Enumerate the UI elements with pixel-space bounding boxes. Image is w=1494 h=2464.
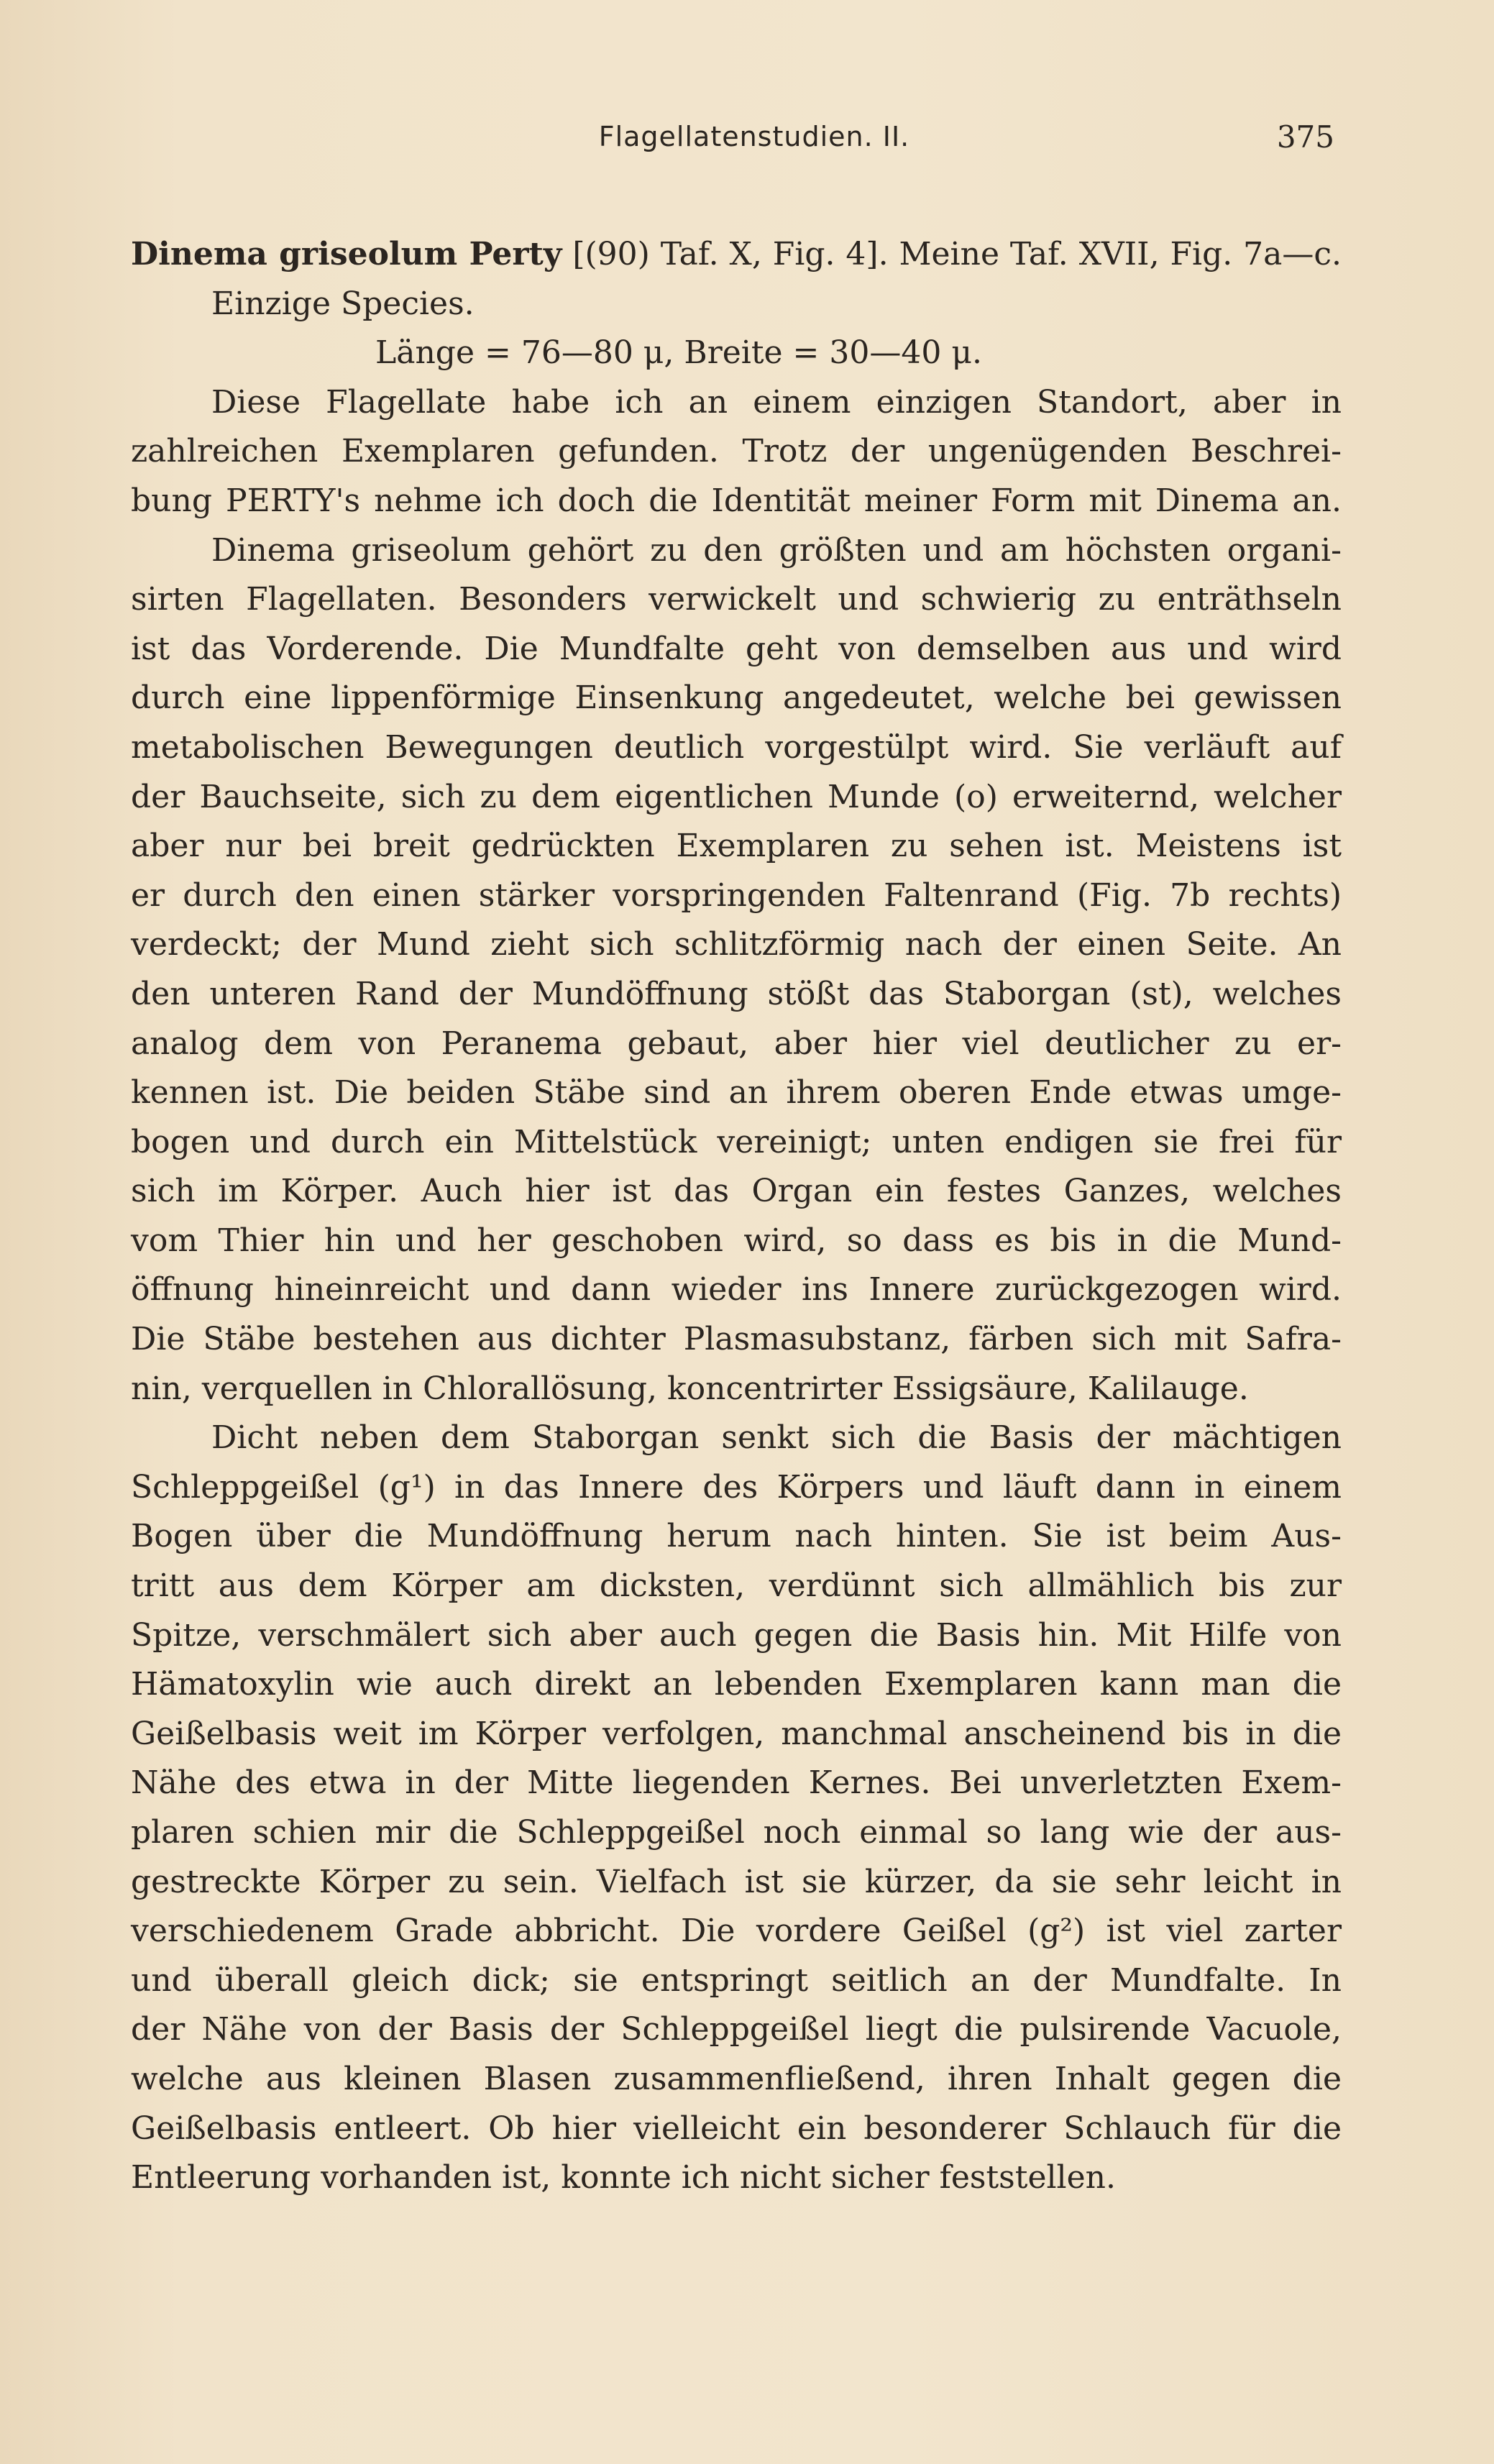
- text-line: Geißelbasis weit im Körper verfolgen, manchmal anscheinend bis in die: [131, 1715, 1342, 1752]
- text-line: und überall gleich dick; sie entspringt seitlich an der Mundfalte. In: [131, 1961, 1342, 1999]
- text-line: Diese Flagellate habe ich an einem einzigen Standort, aber in: [211, 383, 1342, 421]
- text-line: zahlreichen Exemplaren gefunden. Trotz der ungenügenden Beschrei-: [131, 433, 1342, 470]
- running-title: Flagellatenstudien. II.: [598, 121, 910, 152]
- species-dimensions: Länge = 76—80 μ, Breite = 30—40 μ.: [375, 334, 982, 372]
- text-line: metabolischen Bewegungen deutlich vorgestülpt wird. Sie verläuft auf: [131, 728, 1342, 766]
- text-line: aber nur bei breit gedrückten Exemplaren zu sehen ist. Meistens ist: [131, 828, 1342, 865]
- text-line: bogen und durch ein Mittelstück vereinigt; unten endigen sie frei für: [131, 1123, 1342, 1160]
- text-line: Dinema griseolum gehört zu den größten und am höchsten organi-: [211, 531, 1342, 569]
- species-citation: [(90) Taf. X, Fig. 4]. Meine Taf. XVII, Fig. 7a—c.: [572, 236, 1342, 272]
- text-line: Nähe des etwa in der Mitte liegenden Kernes. Bei unverletzten Exem-: [131, 1764, 1342, 1802]
- text-line: Schleppgeißel (g¹) in das Innere des Körpers und läuft dann in einem: [131, 1468, 1342, 1506]
- text-line: Spitze, verschmälert sich aber auch gegen die Basis hin. Mit Hilfe von: [131, 1616, 1342, 1654]
- text-line: gestreckte Körper zu sein. Vielfach ist sie kürzer, da sie sehr leicht in: [131, 1863, 1342, 1900]
- text-line: er durch den einen stärker vorspringenden Faltenrand (Fig. 7b rechts): [131, 876, 1342, 914]
- text-line: verdeckt; der Mund zieht sich schlitzförmig nach der einen Seite. An: [131, 926, 1342, 963]
- species-note: Einzige Species.: [211, 285, 475, 322]
- text-line: plaren schien mir die Schleppgeißel noch einmal so lang wie der aus-: [131, 1814, 1342, 1851]
- text-line: analog dem von Peranema gebaut, aber hier viel deutlicher zu er-: [131, 1025, 1342, 1062]
- text-line: bung PERTY's nehme ich doch die Identität meiner Form mit Dinema an.: [131, 482, 1342, 519]
- entry-heading: [131, 230, 1342, 280]
- text-line: Bogen über die Mundöffnung herum nach hinten. Sie ist beim Aus-: [131, 1518, 1342, 1555]
- text-line: kennen ist. Die beiden Stäbe sind an ihrem oberen Ende etwas umge-: [131, 1074, 1342, 1112]
- text-line: Dicht neben dem Staborgan senkt sich die Basis der mächtigen: [211, 1419, 1342, 1457]
- text-line: der Bauchseite, sich zu dem eigentlichen Munde (o) erweiternd, welcher: [131, 778, 1342, 815]
- text-line: tritt aus dem Körper am dicksten, verdünnt sich allmählich bis zur: [131, 1567, 1342, 1605]
- text-line: durch eine lippenförmige Einsenkung angedeutet, welche bei gewissen: [131, 679, 1342, 717]
- text-line: öffnung hineinreicht und dann wieder ins Innere zurückgezogen wird.: [131, 1271, 1342, 1309]
- text-line: ist das Vorderende. Die Mundfalte geht von demselben aus und wird: [131, 630, 1342, 667]
- body-text: [131, 230, 1342, 2203]
- text-line: sich im Körper. Auch hier ist das Organ ein festes Ganzes, welches: [131, 1173, 1342, 1210]
- text-line: verschiedenem Grade abbricht. Die vordere Geißel (g²) ist viel zarter: [131, 1913, 1342, 1950]
- text-line: Hämatoxylin wie auch direkt an lebenden Exemplaren kann man die: [131, 1666, 1342, 1703]
- text-line: Entleerung vorhanden ist, konnte ich nicht sicher feststellen.: [131, 2159, 1116, 2197]
- text-line: Die Stäbe bestehen aus dichter Plasmasubstanz, färben sich mit Safra-: [131, 1321, 1342, 1358]
- text-line: den unteren Rand der Mundöffnung stößt das Staborgan (st), welches: [131, 975, 1342, 1012]
- species-name: Dinema griseolum Perty: [131, 236, 562, 272]
- text-line: sirten Flagellaten. Besonders verwickelt und schwierig zu enträthseln: [131, 581, 1342, 618]
- page-number: 375: [1276, 119, 1334, 155]
- text-line: der Nähe von der Basis der Schleppgeißel liegt die pulsirende Vacuole,: [131, 2011, 1342, 2048]
- text-line: nin, verquellen in Chlorallösung, koncentrirter Essigsäure, Kalilauge.: [131, 1370, 1249, 1407]
- text-line: welche aus kleinen Blasen zusammenfließend, ihren Inhalt gegen die: [131, 2060, 1342, 2097]
- text-line: Geißelbasis entleert. Ob hier vielleicht ein besonderer Schlauch für die: [131, 2110, 1342, 2147]
- text-line: vom Thier hin und her geschoben wird, so dass es bis in die Mund-: [131, 1222, 1342, 1259]
